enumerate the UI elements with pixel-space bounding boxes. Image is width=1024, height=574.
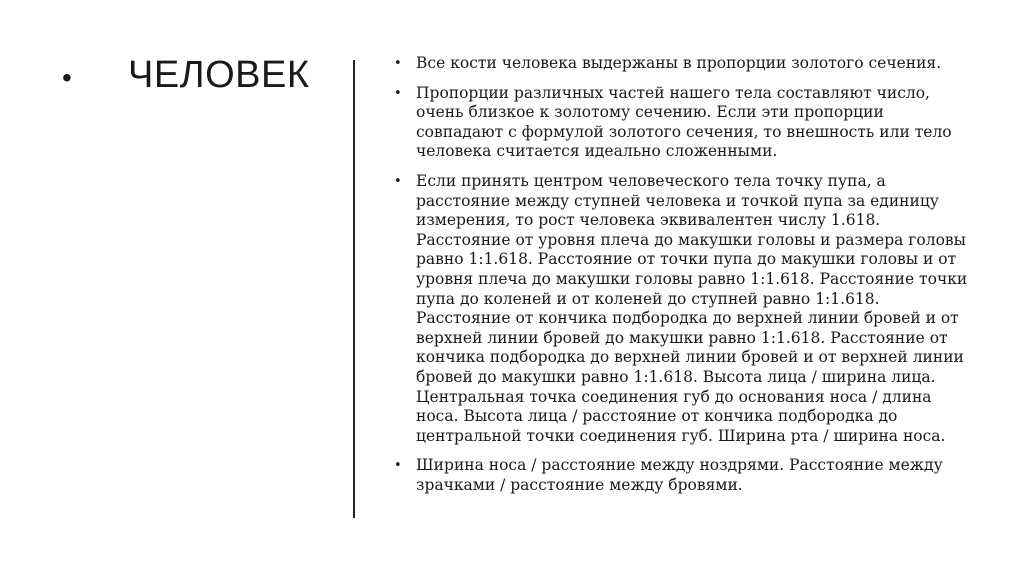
slide-title: ЧЕЛОВЕК [128, 54, 310, 96]
bullet-icon: • [394, 85, 402, 101]
list-item-text: Все кости человека выдержаны в пропорции золотого сечения. [416, 54, 942, 72]
bullet-icon: • [394, 173, 402, 189]
list-item-text: Если принять центром человеческого тела точку пупа, а расстояние между ступней человека и точкой пупа за единицу измерения, то рост человека эквивалентен числу 1.618. Расстояние от уровня плеча до макушки головы и размера головы равно 1:1.618. Расстояние от точки пупа до макушки головы и от уровня плеча до макушки головы равно 1:1.618. Расстояние точки пупа до коленей и от коленей до ступней равно 1:1.618. Расстояние от кончика подбородка до верхней линии бровей и от верхней линии бровей до макушки равно 1:1.618. Расстояние от кончика подбородка до верхней линии бровей и от верхней линии бровей до макушки равно 1:1.618. Высота лица / ширина лица. Центральная точка соединения губ до основания носа / длина носа. Высота лица / расстояние от кончика подбородка до центральной точки соединения губ. Ширина рта / ширина носа. [416, 171, 968, 445]
title-bullet: • [62, 62, 72, 93]
vertical-divider [353, 60, 355, 518]
list-item [394, 172, 974, 446]
bullet-icon: • [394, 56, 402, 71]
list-item [394, 456, 974, 495]
list-item [394, 84, 974, 162]
bullet-icon: • [394, 458, 402, 474]
bullet-list [394, 54, 974, 505]
list-item-text: Пропорции различных частей нашего тела составляют число, очень близкое к золотому сечению. Если эти пропорции совпадают с формулой золотого сечения, то внешность или тело человека считается идеально сложенными. [416, 83, 952, 161]
list-item [394, 54, 974, 74]
list-item-text: Ширина носа / расстояние между ноздрями. Расстояние между зрачками / расстояние между бровями. [416, 456, 943, 494]
